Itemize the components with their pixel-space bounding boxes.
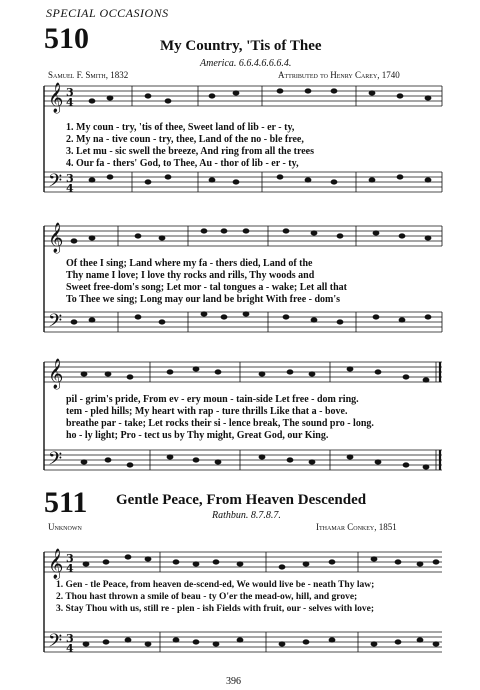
svg-text:𝄞: 𝄞 xyxy=(48,223,64,253)
lyric-line: To Thee we sing; Long may our land be bright With free - dom's xyxy=(66,294,341,305)
tune-name: America. 6.6.4.6.6.6.4. xyxy=(200,58,292,69)
svg-text:4: 4 xyxy=(66,96,74,109)
tune-name: Rathbun. 8.7.8.7. xyxy=(212,510,281,521)
lyric-line: 3. Stay Thou with us, still re - plen - ish Fields with fruit, our - selves with love; xyxy=(56,604,375,614)
svg-text:4: 4 xyxy=(66,182,74,195)
lyric-line: Of thee I sing; Land where my fa - thers died, Land of the xyxy=(66,258,313,269)
music-credit: Attributed to Henry Carey, 1740 xyxy=(278,70,400,80)
svg-text:𝄢: 𝄢 xyxy=(48,449,63,474)
lyric-line: 3. Let mu - sic swell the breeze, And ring from all the trees xyxy=(66,146,315,157)
treble-staff xyxy=(44,86,442,106)
svg-text:𝄢: 𝄢 xyxy=(48,311,63,336)
music-credit: Ithamar Conkey, 1851 xyxy=(316,522,397,532)
lyric-line: 4. Our fa - thers' God, to Thee, Au - thor of lib - er - ty, xyxy=(66,158,299,169)
lyric-line: 1. My coun - try, 'tis of thee, Sweet land of lib - er - ty, xyxy=(66,122,295,133)
lyric-line: Thy name I love; I love thy rocks and rills, Thy woods and xyxy=(66,270,315,281)
lyric-line: 1. Gen - tle Peace, from heaven de-scend-ed, We would live be - neath Thy law; xyxy=(56,580,375,590)
hymn-title: Gentle Peace, From Heaven Descended xyxy=(116,492,367,508)
svg-text:3: 3 xyxy=(66,552,74,565)
lyric-line: ho - ly light; Pro - tect us by Thy might, Great God, our King. xyxy=(66,430,329,441)
lyric-line: pil - grim's pride, From ev - ery moun - tain-side Let free - dom ring. xyxy=(66,394,359,405)
lyric-line: 2. My na - tive coun - try, thee, Land of the no - ble free, xyxy=(66,134,304,145)
section-label: SPECIAL OCCASIONS xyxy=(46,6,169,20)
svg-text:𝄞: 𝄞 xyxy=(48,83,64,113)
hymn-title: My Country, 'Tis of Thee xyxy=(160,38,322,54)
svg-text:4: 4 xyxy=(66,642,74,655)
hymn-number: 511 xyxy=(44,486,88,519)
bass-staff xyxy=(44,172,442,192)
lyric-line: breathe par - take; Let rocks their si - lence break, The sound pro - long. xyxy=(66,418,374,429)
svg-text:3: 3 xyxy=(66,86,74,99)
svg-text:𝄢: 𝄢 xyxy=(48,171,63,196)
svg-text:𝄞: 𝄞 xyxy=(48,549,64,579)
svg-text:4: 4 xyxy=(66,562,74,575)
lyric-line: Sweet free-dom's song; Let mor - tal tongues a - wake; Let all that xyxy=(66,282,347,293)
words-credit: Samuel F. Smith, 1832 xyxy=(48,70,129,80)
hymn-number: 510 xyxy=(44,22,89,55)
lyric-line: tem - pled hills; My heart with rap - ture thrills Like that a - bove. xyxy=(66,406,348,417)
page-number: 396 xyxy=(226,676,241,687)
words-credit: Unknown xyxy=(48,522,82,532)
lyric-line: 2. Thou hast thrown a smile of beau - ty O'er the mead-ow, hill, and grove; xyxy=(56,592,358,602)
svg-text:3: 3 xyxy=(66,172,74,185)
svg-text:𝄢: 𝄢 xyxy=(48,631,63,656)
noteheads xyxy=(71,89,439,646)
svg-text:3: 3 xyxy=(66,632,74,645)
svg-text:𝄞: 𝄞 xyxy=(48,359,64,389)
